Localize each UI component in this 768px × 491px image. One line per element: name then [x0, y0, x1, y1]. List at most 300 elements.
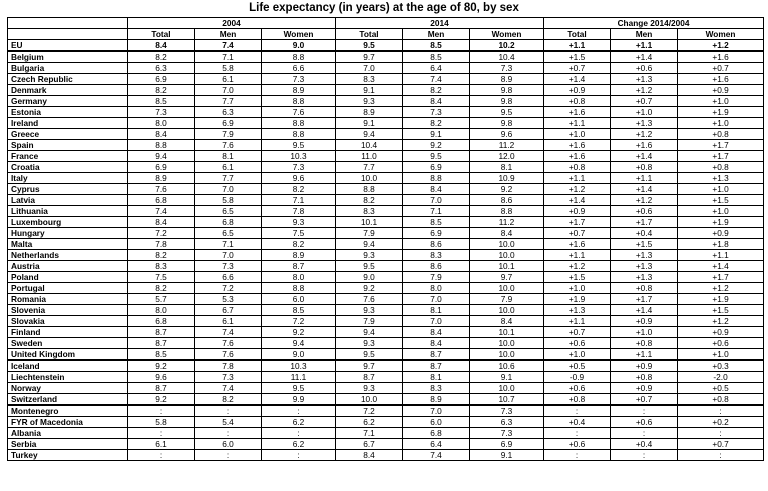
value-cell: +0.6 [544, 439, 611, 450]
value-cell: +1.9 [544, 294, 611, 305]
country-name: Greece [8, 129, 128, 140]
country-name: United Kingdom [8, 349, 128, 361]
value-cell: +1.3 [678, 173, 764, 184]
value-cell: 8.6 [403, 239, 470, 250]
value-cell: : [611, 450, 678, 461]
value-cell: : [195, 405, 262, 417]
value-cell: 7.7 [195, 96, 262, 107]
value-cell: 10.9 [470, 173, 544, 184]
country-name: Austria [8, 261, 128, 272]
table-row [8, 151, 764, 162]
country-name: Ireland [8, 118, 128, 129]
value-cell: 7.3 [470, 428, 544, 439]
value-cell: 8.8 [128, 140, 195, 151]
value-cell: 6.5 [195, 206, 262, 217]
value-cell: 7.7 [336, 162, 403, 173]
value-cell: : [678, 428, 764, 439]
value-cell: 7.6 [195, 338, 262, 349]
table-row [8, 74, 764, 85]
value-cell: +0.8 [678, 162, 764, 173]
country-name: Czech Republic [8, 74, 128, 85]
value-cell: +1.7 [611, 217, 678, 228]
value-cell: +1.9 [678, 217, 764, 228]
value-cell: +1.2 [611, 85, 678, 96]
value-cell: +1.3 [611, 74, 678, 85]
value-cell: +0.9 [678, 85, 764, 96]
value-cell: 9.1 [403, 129, 470, 140]
value-cell: +0.9 [678, 228, 764, 239]
value-cell: +1.5 [678, 195, 764, 206]
value-cell: +0.7 [544, 327, 611, 338]
value-cell: : [195, 428, 262, 439]
value-cell: 8.2 [128, 85, 195, 96]
country-name: Spain [8, 140, 128, 151]
country-name: Turkey [8, 450, 128, 461]
value-cell: 10.1 [336, 217, 403, 228]
value-cell: +1.7 [544, 217, 611, 228]
table-row [8, 305, 764, 316]
value-cell: 7.3 [262, 162, 336, 173]
value-cell: 9.4 [336, 327, 403, 338]
value-cell: 9.5 [262, 383, 336, 394]
value-cell: : [544, 450, 611, 461]
table-row [8, 118, 764, 129]
value-cell: 9.4 [336, 129, 403, 140]
value-cell: +0.9 [678, 327, 764, 338]
value-cell: 8.5 [403, 40, 470, 52]
value-cell: 9.3 [336, 250, 403, 261]
country-name: Albania [8, 428, 128, 439]
value-cell: 7.4 [195, 40, 262, 52]
value-cell: 5.4 [195, 417, 262, 428]
value-cell: +0.7 [678, 63, 764, 74]
table-row [8, 206, 764, 217]
value-cell: 6.0 [403, 417, 470, 428]
value-cell: 9.5 [336, 40, 403, 52]
value-cell: 9.7 [336, 360, 403, 372]
column-header: Women [262, 29, 336, 40]
value-cell: 7.3 [470, 63, 544, 74]
table-row [8, 261, 764, 272]
value-cell: +1.7 [678, 151, 764, 162]
value-cell: 8.3 [336, 206, 403, 217]
table-row [8, 294, 764, 305]
value-cell: 11.2 [470, 217, 544, 228]
table-row [8, 327, 764, 338]
country-name: Montenegro [8, 405, 128, 417]
value-cell: 6.2 [336, 417, 403, 428]
value-cell: 8.0 [128, 118, 195, 129]
value-cell: : [128, 405, 195, 417]
value-cell: +0.8 [544, 162, 611, 173]
value-cell: 6.2 [262, 417, 336, 428]
value-cell: +0.6 [544, 383, 611, 394]
value-cell: 8.8 [262, 129, 336, 140]
value-cell: 10.4 [336, 140, 403, 151]
table-row [8, 283, 764, 294]
value-cell: 7.9 [403, 272, 470, 283]
value-cell: +0.6 [611, 417, 678, 428]
value-cell: 8.2 [262, 239, 336, 250]
value-cell: +1.7 [678, 140, 764, 151]
value-cell: 7.1 [403, 206, 470, 217]
value-cell: +1.0 [544, 349, 611, 361]
value-cell: : [262, 450, 336, 461]
value-cell: 6.6 [195, 272, 262, 283]
value-cell: 7.2 [195, 283, 262, 294]
value-cell: +1.1 [544, 118, 611, 129]
value-cell: 11.0 [336, 151, 403, 162]
country-name: EU [8, 40, 128, 52]
value-cell: : [611, 405, 678, 417]
table-row [8, 316, 764, 327]
value-cell: +1.0 [611, 327, 678, 338]
value-cell: 9.6 [470, 129, 544, 140]
country-name: Slovenia [8, 305, 128, 316]
value-cell: 8.1 [403, 305, 470, 316]
value-cell: +0.4 [611, 439, 678, 450]
country-name: Liechtenstein [8, 372, 128, 383]
column-header: Women [470, 29, 544, 40]
value-cell: 7.4 [195, 383, 262, 394]
value-cell: +1.5 [544, 51, 611, 63]
value-cell: 7.2 [336, 405, 403, 417]
value-cell: 9.2 [262, 327, 336, 338]
value-cell: 8.4 [403, 184, 470, 195]
value-cell: +1.2 [544, 261, 611, 272]
table-row [8, 173, 764, 184]
value-cell: +0.5 [544, 360, 611, 372]
country-name: Finland [8, 327, 128, 338]
value-cell: 10.1 [470, 261, 544, 272]
value-cell: 7.9 [470, 294, 544, 305]
value-cell: 8.9 [262, 250, 336, 261]
value-cell: +1.0 [678, 96, 764, 107]
value-cell: 9.6 [262, 173, 336, 184]
value-cell: 8.5 [128, 96, 195, 107]
value-cell: +0.9 [611, 360, 678, 372]
value-cell: 6.0 [195, 439, 262, 450]
value-cell: +0.8 [544, 96, 611, 107]
value-cell: +1.2 [678, 316, 764, 327]
value-cell: 6.4 [403, 439, 470, 450]
value-cell: 6.8 [128, 316, 195, 327]
value-cell: 7.0 [403, 294, 470, 305]
value-cell: 9.2 [403, 140, 470, 151]
value-cell: 6.8 [195, 217, 262, 228]
country-name: Poland [8, 272, 128, 283]
value-cell: 9.7 [470, 272, 544, 283]
table-row [8, 217, 764, 228]
value-cell: +0.4 [611, 228, 678, 239]
value-cell: 7.2 [128, 228, 195, 239]
value-cell: 8.3 [336, 74, 403, 85]
value-cell: +1.1 [544, 250, 611, 261]
value-cell: 7.8 [262, 206, 336, 217]
group-header-2004: 2004 [128, 18, 336, 29]
corner-cell [8, 29, 128, 40]
subheader-row [8, 29, 764, 40]
value-cell: 8.7 [403, 360, 470, 372]
value-cell: +1.0 [544, 283, 611, 294]
value-cell: 9.5 [336, 261, 403, 272]
corner-cell [8, 18, 128, 29]
value-cell: 12.0 [470, 151, 544, 162]
value-cell: 7.7 [195, 173, 262, 184]
country-name: Estonia [8, 107, 128, 118]
value-cell: : [678, 450, 764, 461]
value-cell: 8.5 [128, 349, 195, 361]
value-cell: : [678, 405, 764, 417]
value-cell: 8.4 [336, 450, 403, 461]
value-cell: 8.6 [470, 195, 544, 206]
value-cell: +0.7 [611, 96, 678, 107]
country-name: Germany [8, 96, 128, 107]
value-cell: 8.7 [128, 327, 195, 338]
value-cell: 8.8 [403, 173, 470, 184]
country-name: Croatia [8, 162, 128, 173]
table-row [8, 405, 764, 417]
value-cell: : [544, 428, 611, 439]
value-cell: 9.2 [128, 394, 195, 406]
value-cell: 10.7 [470, 394, 544, 406]
value-cell: 8.3 [403, 250, 470, 261]
value-cell: 9.1 [470, 372, 544, 383]
value-cell: 10.0 [470, 349, 544, 361]
value-cell: 7.0 [403, 195, 470, 206]
value-cell: +1.3 [611, 250, 678, 261]
column-header: Men [403, 29, 470, 40]
value-cell: 7.8 [195, 360, 262, 372]
value-cell: 8.9 [470, 74, 544, 85]
value-cell: +1.7 [678, 272, 764, 283]
value-cell: 7.3 [195, 261, 262, 272]
country-name: Norway [8, 383, 128, 394]
value-cell: 8.8 [262, 96, 336, 107]
value-cell: 8.4 [470, 316, 544, 327]
value-cell: 9.2 [470, 184, 544, 195]
value-cell: +1.6 [544, 239, 611, 250]
value-cell: +0.8 [678, 394, 764, 406]
value-cell: +0.8 [611, 338, 678, 349]
group-header-2014: 2014 [336, 18, 544, 29]
value-cell: 8.5 [403, 217, 470, 228]
value-cell: 6.9 [403, 162, 470, 173]
value-cell: 9.3 [262, 217, 336, 228]
value-cell: +1.4 [678, 261, 764, 272]
value-cell: +0.7 [544, 228, 611, 239]
value-cell: 10.0 [470, 338, 544, 349]
value-cell: +0.9 [611, 383, 678, 394]
value-cell: +1.6 [544, 151, 611, 162]
value-cell: 7.0 [403, 316, 470, 327]
value-cell: 7.6 [128, 184, 195, 195]
value-cell: 9.0 [262, 349, 336, 361]
column-header: Total [544, 29, 611, 40]
value-cell: +1.2 [544, 184, 611, 195]
value-cell: 8.2 [195, 394, 262, 406]
value-cell: 6.4 [403, 63, 470, 74]
value-cell: 10.0 [470, 383, 544, 394]
value-cell: 7.3 [128, 107, 195, 118]
value-cell: +1.5 [544, 272, 611, 283]
value-cell: 8.9 [403, 394, 470, 406]
value-cell: +1.9 [678, 107, 764, 118]
value-cell: 9.1 [336, 118, 403, 129]
value-cell: 6.9 [195, 118, 262, 129]
table-row [8, 439, 764, 450]
table-row [8, 162, 764, 173]
value-cell: +1.6 [544, 107, 611, 118]
table-row [8, 272, 764, 283]
value-cell: +0.5 [678, 383, 764, 394]
value-cell: 10.0 [470, 283, 544, 294]
country-name: Luxembourg [8, 217, 128, 228]
value-cell: : [544, 405, 611, 417]
country-name: Switzerland [8, 394, 128, 406]
value-cell: +1.4 [544, 195, 611, 206]
value-cell: +1.0 [611, 107, 678, 118]
value-cell: 7.9 [336, 228, 403, 239]
value-cell: 6.6 [262, 63, 336, 74]
value-cell: +1.3 [611, 272, 678, 283]
table-row [8, 51, 764, 63]
value-cell: 8.9 [262, 85, 336, 96]
table-title: Life expectancy (in years) at the age of 80, by sex [249, 2, 519, 14]
value-cell: 9.3 [336, 96, 403, 107]
life-expectancy-table [7, 17, 764, 461]
value-cell: +1.2 [678, 283, 764, 294]
table-row [8, 417, 764, 428]
value-cell: 8.3 [128, 261, 195, 272]
value-cell: 8.7 [403, 349, 470, 361]
value-cell: +1.5 [611, 239, 678, 250]
table-row [8, 349, 764, 361]
value-cell: 7.9 [336, 316, 403, 327]
value-cell: 8.2 [262, 184, 336, 195]
value-cell: +0.9 [611, 316, 678, 327]
value-cell: 7.4 [128, 206, 195, 217]
value-cell: +0.8 [611, 283, 678, 294]
value-cell: 7.5 [128, 272, 195, 283]
value-cell: 6.3 [128, 63, 195, 74]
value-cell: 9.8 [470, 118, 544, 129]
value-cell: +1.2 [611, 129, 678, 140]
value-cell: : [195, 450, 262, 461]
value-cell: 8.4 [470, 228, 544, 239]
table-row [8, 372, 764, 383]
value-cell: 8.2 [128, 283, 195, 294]
country-name: Sweden [8, 338, 128, 349]
value-cell: 7.9 [195, 129, 262, 140]
value-cell: +1.0 [678, 349, 764, 361]
column-header: Men [611, 29, 678, 40]
country-name: Denmark [8, 85, 128, 96]
country-name: Hungary [8, 228, 128, 239]
value-cell: +1.5 [678, 305, 764, 316]
value-cell: 8.5 [403, 51, 470, 63]
value-cell: : [262, 428, 336, 439]
value-cell: +0.7 [544, 63, 611, 74]
value-cell: 9.9 [262, 394, 336, 406]
value-cell: : [128, 428, 195, 439]
value-cell: 8.1 [195, 151, 262, 162]
value-cell: 6.1 [195, 316, 262, 327]
value-cell: 6.7 [336, 439, 403, 450]
value-cell: +1.1 [611, 40, 678, 52]
value-cell: 9.0 [336, 272, 403, 283]
country-name: Cyprus [8, 184, 128, 195]
country-name: Italy [8, 173, 128, 184]
table-row [8, 450, 764, 461]
value-cell: 6.3 [195, 107, 262, 118]
country-name: Latvia [8, 195, 128, 206]
value-cell: 10.2 [470, 40, 544, 52]
table-row [8, 184, 764, 195]
value-cell: 9.5 [403, 151, 470, 162]
value-cell: 10.0 [470, 239, 544, 250]
value-cell: +0.7 [678, 439, 764, 450]
country-name: Malta [8, 239, 128, 250]
column-header: Total [128, 29, 195, 40]
country-name: Portugal [8, 283, 128, 294]
value-cell: 6.1 [195, 74, 262, 85]
value-cell: 10.0 [336, 394, 403, 406]
country-name: FYR of Macedonia [8, 417, 128, 428]
value-cell: 8.0 [403, 283, 470, 294]
value-cell: 8.7 [128, 383, 195, 394]
value-cell: 6.5 [195, 228, 262, 239]
value-cell: 11.1 [262, 372, 336, 383]
value-cell: 8.8 [336, 184, 403, 195]
value-cell: 9.0 [262, 40, 336, 52]
value-cell: 6.9 [128, 162, 195, 173]
value-cell: +0.8 [611, 372, 678, 383]
value-cell: 9.1 [470, 450, 544, 461]
value-cell: +1.6 [678, 74, 764, 85]
value-cell: 8.8 [262, 51, 336, 63]
table-row [8, 383, 764, 394]
value-cell: 7.2 [262, 316, 336, 327]
value-cell: +1.4 [544, 74, 611, 85]
value-cell: 8.3 [403, 383, 470, 394]
value-cell: 9.2 [336, 283, 403, 294]
value-cell: 5.3 [195, 294, 262, 305]
value-cell: +0.4 [544, 417, 611, 428]
country-name: Belgium [8, 51, 128, 63]
value-cell: 9.4 [336, 239, 403, 250]
value-cell: 6.2 [262, 439, 336, 450]
value-cell: 7.4 [195, 327, 262, 338]
value-cell: +0.8 [611, 162, 678, 173]
value-cell: 9.8 [470, 96, 544, 107]
country-name: Bulgaria [8, 63, 128, 74]
value-cell: 7.0 [195, 184, 262, 195]
table-row-eu [8, 40, 764, 52]
country-name: Serbia [8, 439, 128, 450]
table-row [8, 394, 764, 406]
country-name: France [8, 151, 128, 162]
value-cell: +1.0 [544, 129, 611, 140]
group-header-change: Change 2014/2004 [544, 18, 764, 29]
value-cell: 8.2 [403, 85, 470, 96]
value-cell: 8.2 [336, 195, 403, 206]
value-cell: 8.4 [403, 338, 470, 349]
value-cell: 7.6 [195, 140, 262, 151]
value-cell: 8.4 [128, 217, 195, 228]
value-cell: 5.8 [195, 63, 262, 74]
value-cell: 6.0 [262, 294, 336, 305]
